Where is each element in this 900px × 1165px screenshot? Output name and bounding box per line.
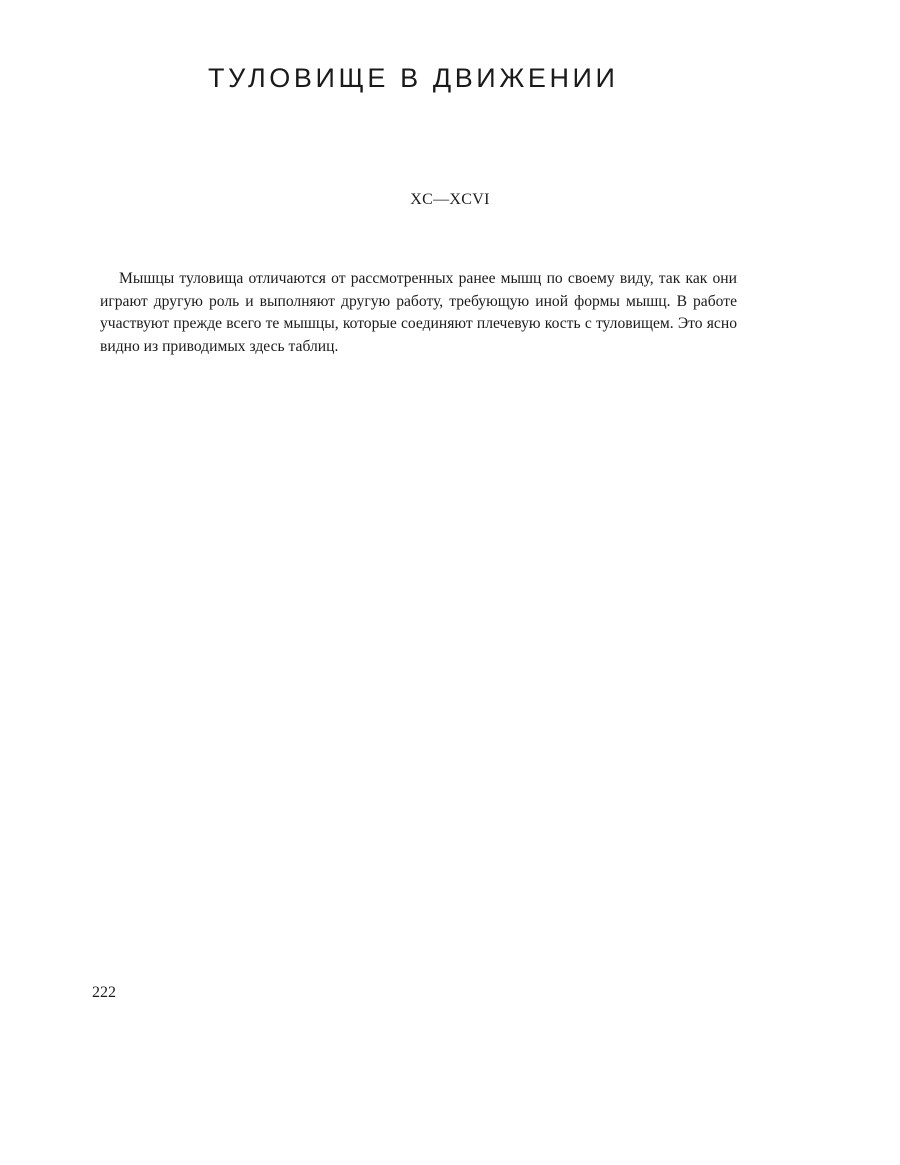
page-number: 222 bbox=[92, 984, 116, 1001]
intro-paragraph: Мышцы туловища отличаются от рассмотренных ранее мышц по своему виду, так как они играют другую роль и выполняют другую работу, требующую иной формы мышц. В работе участвуют прежде всего те мышцы, которые соединяют плечевую кость с туловищем. Это ясно видно из приводимых здесь таблиц. bbox=[100, 270, 737, 355]
chapter-title: ТУЛОВИЩЕ В ДВИЖЕНИИ bbox=[208, 63, 619, 93]
plate-range-heading: XC—XCVI bbox=[410, 191, 490, 208]
